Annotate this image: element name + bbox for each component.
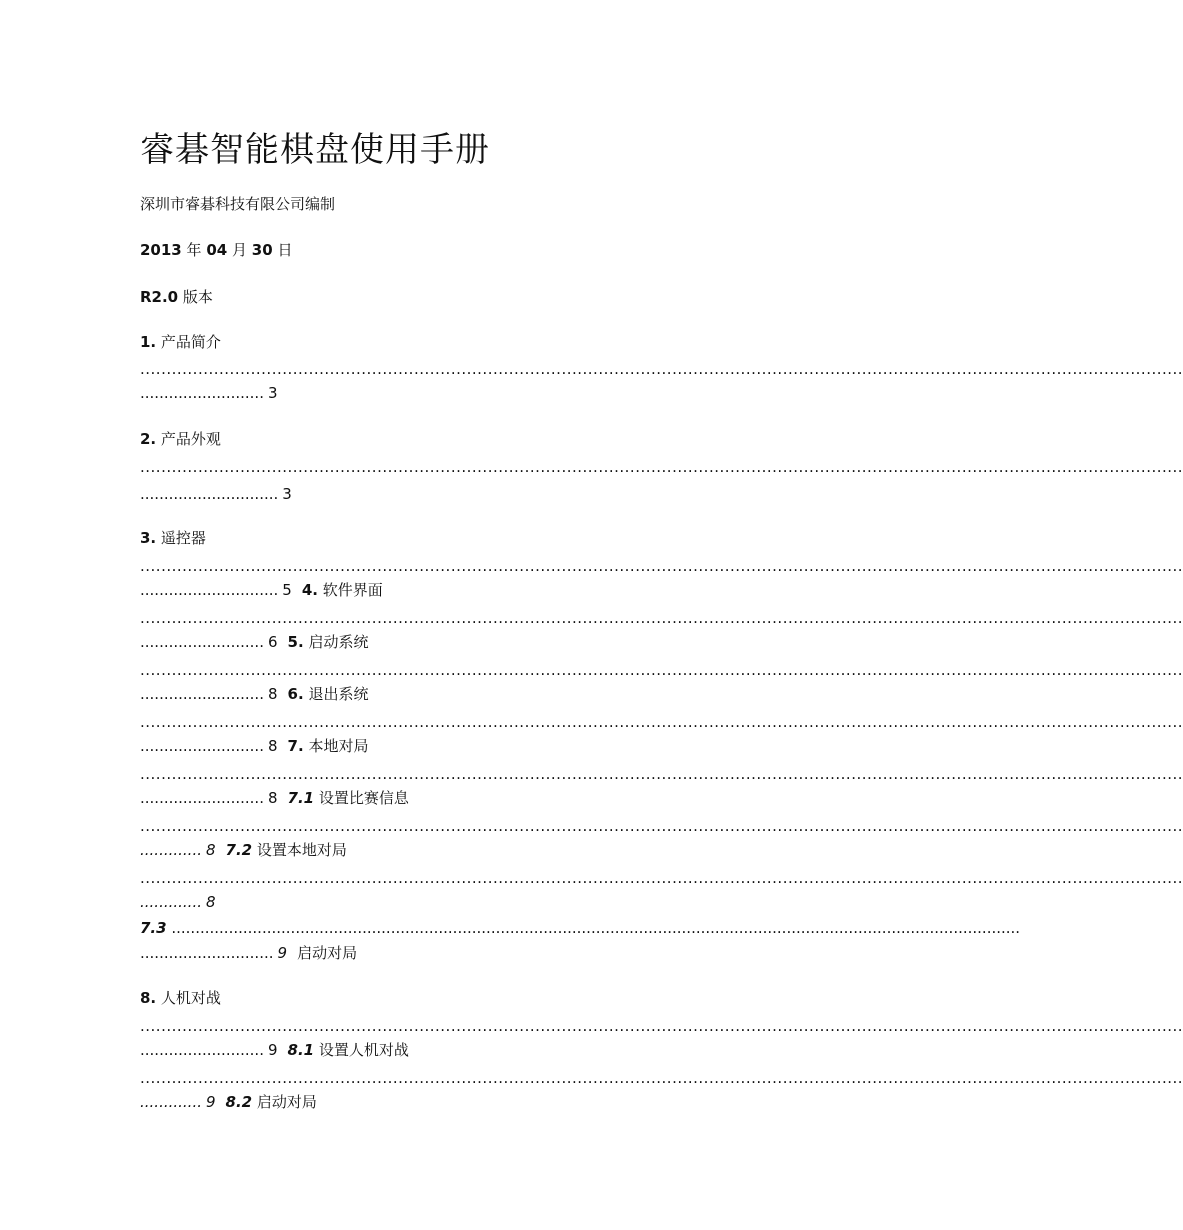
leader-dots: .............	[140, 1093, 202, 1111]
toc-page: 3	[267, 384, 278, 402]
toc-line	[140, 892, 226, 912]
toc-title[interactable]: 设置比赛信息	[318, 789, 409, 807]
leader-dots: ......................................................................................................................................................................................................	[140, 1017, 1183, 1035]
toc-num[interactable]: 8.2	[225, 1093, 253, 1111]
toc-line	[140, 1040, 409, 1060]
toc-line	[140, 580, 383, 600]
toc-page: 8	[206, 841, 216, 859]
toc-page: 9	[206, 1093, 216, 1111]
version	[140, 287, 213, 307]
toc-line	[140, 684, 368, 704]
toc-line	[140, 788, 409, 808]
toc-num[interactable]: 7.2	[225, 841, 253, 859]
toc-num: 2.	[140, 430, 157, 448]
toc-line	[140, 736, 368, 756]
leader-dots: ......................................................................................................................................................................................................	[140, 661, 1183, 679]
leader-dots: ..........................	[140, 384, 264, 402]
toc-num[interactable]: 8.1	[287, 1041, 315, 1059]
toc-page: 9	[267, 1041, 278, 1059]
toc-page: 8	[267, 685, 278, 703]
toc-title[interactable]: 退出系统	[308, 685, 369, 703]
leader-dots: ..........................	[140, 737, 264, 755]
version-label: 版本	[182, 288, 213, 306]
leader-dots: ......................................................................................................................................................................................................	[140, 713, 1183, 731]
toc-num: 7.3	[140, 919, 167, 937]
toc-page: 5	[282, 581, 292, 599]
date-month-unit: 月	[231, 241, 247, 259]
toc-line	[140, 632, 368, 652]
leader-dots: ..................................................................................................................................................................................	[171, 919, 1021, 937]
leader-dots: ............................	[140, 944, 274, 962]
toc-page: 3	[282, 485, 292, 503]
toc-entry-7-3[interactable]	[140, 918, 1021, 938]
toc-line	[140, 1092, 317, 1112]
date-year: 2013	[140, 241, 182, 259]
toc-title: 产品简介	[160, 333, 221, 351]
toc-num: 8.	[140, 989, 157, 1007]
leader-dots: ......................................................................................................................................................................................................	[140, 360, 1183, 378]
toc-title[interactable]: 软件界面	[322, 581, 383, 599]
toc-title[interactable]: 启动对局	[256, 1093, 317, 1111]
toc-num: 3.	[140, 529, 157, 547]
date-day: 30	[251, 241, 273, 259]
toc-page: 8	[206, 893, 216, 911]
toc-title[interactable]: 设置本地对局	[256, 841, 347, 859]
leader-dots: ..........................	[140, 633, 264, 651]
toc-num[interactable]: 6.	[287, 685, 304, 703]
publisher: 深圳市睿碁科技有限公司编制	[140, 195, 336, 213]
leader-dots: ..........................	[140, 685, 264, 703]
toc-title[interactable]: 本地对局	[308, 737, 369, 755]
toc-title: 人机对战	[160, 989, 221, 1007]
leader-dots: ..........................	[140, 1041, 264, 1059]
toc-page: 8	[267, 737, 278, 755]
toc-title[interactable]: 设置人机对战	[318, 1041, 409, 1059]
toc-entry-3[interactable]	[140, 528, 206, 548]
toc-page: 6	[267, 633, 278, 651]
leader-dots: ......................................................................................................................................................................................................	[140, 1069, 1183, 1087]
toc-entry-2[interactable]	[140, 429, 221, 449]
toc-title[interactable]: 启动系统	[308, 633, 369, 651]
toc-leader-end	[140, 383, 288, 403]
version-number: R2.0	[140, 288, 179, 306]
toc-page: 9	[277, 944, 288, 962]
leader-dots: .............	[140, 893, 202, 911]
leader-dots: ......................................................................................................................................................................................................	[140, 765, 1183, 783]
document-title: 睿碁智能棋盘使用手册	[140, 130, 490, 170]
leader-dots: ......................................................................................................................................................................................................	[140, 557, 1183, 575]
toc-num: 1.	[140, 333, 157, 351]
toc-num[interactable]: 5.	[287, 633, 304, 651]
toc-page: 8	[267, 789, 278, 807]
leader-dots: .............................	[140, 485, 279, 503]
toc-leader-end	[140, 484, 302, 504]
date-year-unit: 年	[186, 241, 202, 259]
toc-num[interactable]: 4.	[301, 581, 318, 599]
leader-dots: .............................	[140, 581, 279, 599]
leader-dots: ......................................................................................................................................................................................................	[140, 458, 1183, 476]
toc-title: 遥控器	[160, 529, 206, 547]
toc-line	[140, 840, 347, 860]
toc-num[interactable]: 7.	[287, 737, 304, 755]
date-month: 04	[206, 241, 228, 259]
leader-dots: ..........................	[140, 789, 264, 807]
toc-num[interactable]: 7.1	[287, 789, 315, 807]
publish-date	[140, 240, 292, 260]
leader-dots: ......................................................................................................................................................................................................	[140, 869, 1183, 887]
toc-line	[140, 943, 357, 963]
toc-title[interactable]: 启动对局	[297, 944, 358, 962]
toc-entry-1[interactable]	[140, 332, 221, 352]
toc-title: 产品外观	[160, 430, 221, 448]
leader-dots: ......................................................................................................................................................................................................	[140, 817, 1183, 835]
leader-dots: .............	[140, 841, 202, 859]
toc-entry-8[interactable]	[140, 988, 221, 1008]
leader-dots: ......................................................................................................................................................................................................	[140, 609, 1183, 627]
date-day-unit: 日	[277, 241, 293, 259]
